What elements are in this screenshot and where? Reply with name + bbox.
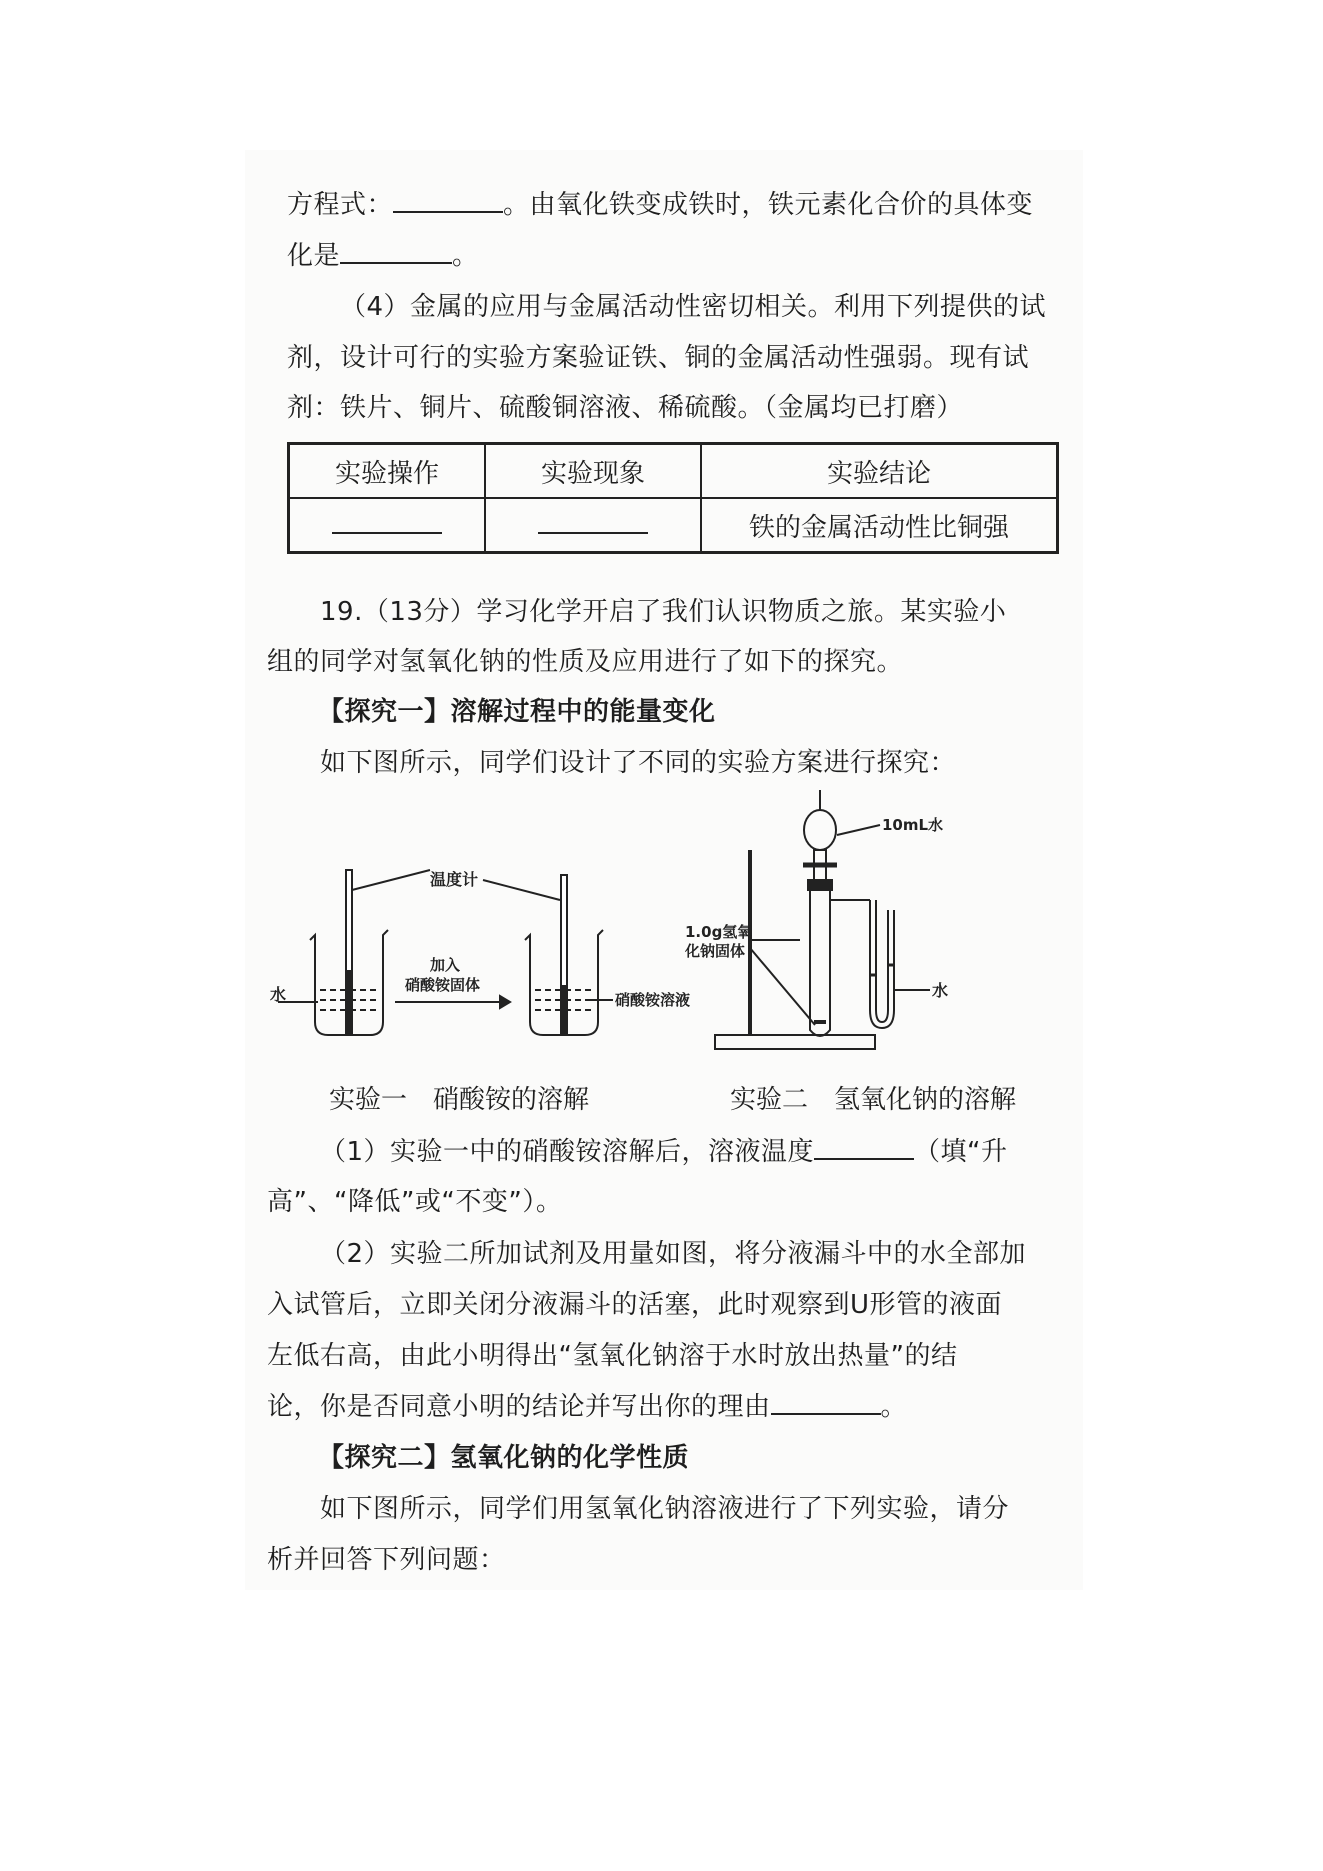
text-fragment: 。 [452, 241, 479, 271]
text-line-5: 剂：铁片、铜片、硫酸铜溶液、稀硫酸。（金属均已打磨） [287, 393, 964, 423]
table-cell: 铁的金属活动性比铜强 [701, 498, 1058, 553]
section-1-title: 【探究一】溶解过程中的能量变化 [318, 697, 716, 727]
text-fragment: （填“升 [914, 1137, 1008, 1167]
funnel-pointer [837, 825, 880, 835]
caption-left: 实验一 硝酸铵的溶解 [329, 1085, 590, 1115]
q19-line-1: 19.（13分）学习化学开启了我们认识物质之旅。某实验小 [320, 597, 1007, 627]
caption-right: 实验二 氢氧化钠的溶解 [730, 1085, 1017, 1115]
table-header: 实验操作 [289, 444, 486, 499]
water-label: 水 [270, 985, 287, 1004]
section-2-title: 【探究二】氢氧化钠的化学性质 [318, 1443, 690, 1473]
text-line-4: 剂，设计可行的实验方案验证铁、铜的金属活动性强弱。现有试 [287, 343, 1030, 373]
section-2-line-2: 析并回答下列问题： [267, 1545, 506, 1575]
text-fragment: 化是 [287, 241, 341, 271]
thermometer-left [346, 870, 352, 1035]
q2-line-1: （2）实验二所加试剂及用量如图，将分液漏斗中的水全部加 [320, 1239, 1027, 1269]
table-cell[interactable] [289, 498, 486, 553]
thermometer-pointer [483, 880, 560, 900]
experiment-table [287, 442, 1059, 554]
table-row [289, 498, 1058, 553]
q2-line-4 [267, 1390, 907, 1424]
q19-line-2: 组的同学对氢氧化钠的性质及应用进行了如下的探究。 [267, 647, 904, 677]
thermometer-label: 温度计 [430, 870, 479, 889]
answer-blank[interactable] [393, 189, 503, 213]
thermometer-pointer [352, 870, 430, 890]
thermometer-right [561, 875, 567, 1035]
u-tube [870, 900, 894, 1028]
table-header: 实验现象 [485, 444, 701, 499]
answer-blank[interactable] [538, 510, 648, 534]
add-label: 加入 [430, 956, 461, 974]
q2-line-3: 左低右高，由此小明得出“氢氧化钠溶于水时放出热量”的结 [267, 1341, 958, 1371]
section-2-line-1: 如下图所示，同学们用氢氧化钠溶液进行了下列实验，请分 [320, 1494, 1010, 1524]
naoh-pointer [750, 948, 815, 1025]
text-line-3: （4）金属的应用与金属活动性密切相关。利用下列提供的试 [340, 292, 1047, 322]
text-fragment: 。由氧化铁变成铁时，铁元素化合价的具体变 [503, 190, 1034, 220]
text-fragment: （1）实验一中的硝酸铵溶解后，溶液温度 [320, 1137, 815, 1167]
naoh-label: 化钠固体 [685, 942, 746, 960]
answer-blank[interactable] [771, 1391, 881, 1415]
solution-label: 硝酸铵溶液 [615, 991, 691, 1009]
answer-blank[interactable] [814, 1136, 914, 1160]
test-tube [808, 880, 870, 1036]
experiment-figure [270, 790, 1040, 1070]
text-fragment: 。 [880, 1392, 908, 1422]
utube-water-label: 水 [932, 981, 949, 1000]
naoh-label: 1.0g氢氧 [685, 923, 753, 941]
funnel-label: 10mL水 [882, 816, 944, 834]
text-fragment: 论，你是否同意小明的结论并写出你的理由 [267, 1392, 771, 1422]
answer-blank[interactable] [332, 510, 442, 534]
q2-line-2: 入试管后，立即关闭分液漏斗的活塞，此时观察到U形管的液面 [267, 1290, 1003, 1320]
text-fragment: 方程式： [287, 190, 394, 220]
section-1-intro: 如下图所示，同学们设计了不同的实验方案进行探究： [320, 748, 957, 778]
table-header: 实验结论 [701, 444, 1058, 499]
q1-line-2: 高”、“降低”或“不变”）。 [267, 1187, 563, 1217]
text-line-1 [287, 188, 1033, 222]
q1-line-1 [320, 1135, 1008, 1169]
answer-blank[interactable] [340, 240, 452, 264]
table-header-row [289, 444, 1058, 499]
add-label: 硝酸铵固体 [405, 976, 481, 994]
separatory-funnel [803, 790, 837, 880]
text-line-2 [287, 239, 479, 273]
arrow-head-icon [500, 996, 510, 1008]
table-cell[interactable] [485, 498, 701, 553]
